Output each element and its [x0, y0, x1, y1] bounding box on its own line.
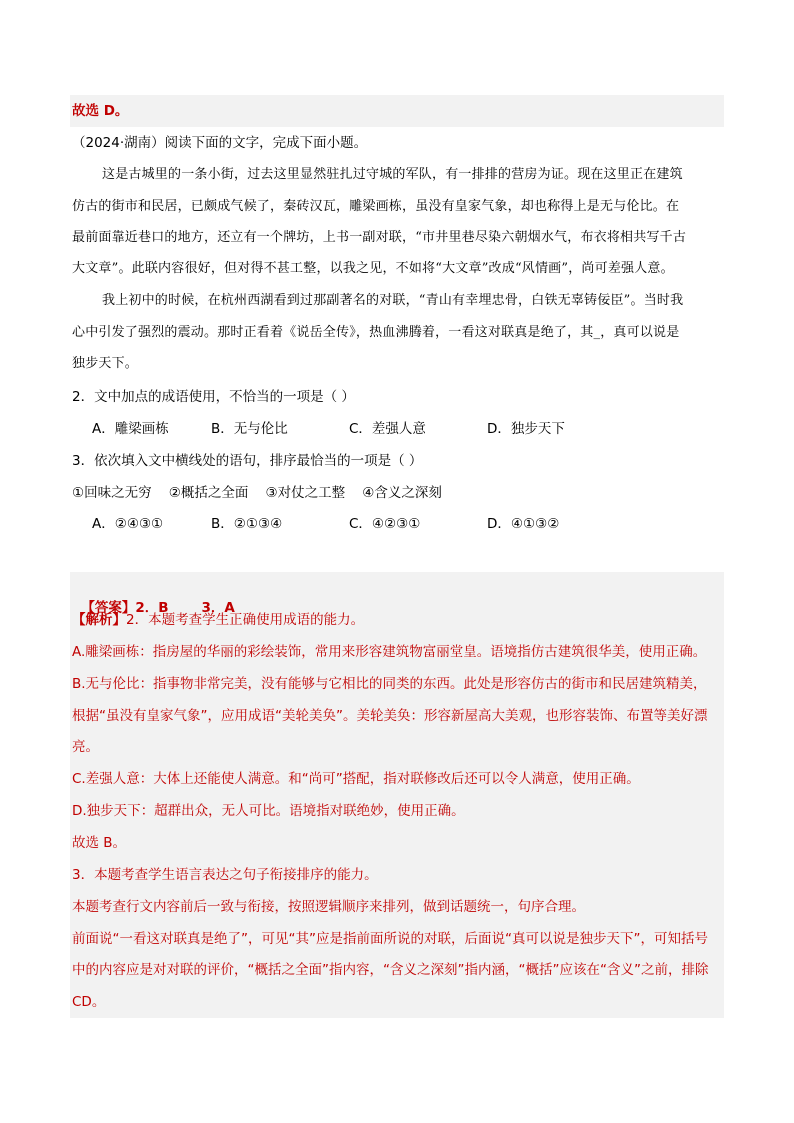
- q3-analysis-line: CD。: [72, 994, 106, 1010]
- item-text: ：超群出众，无人可比。语境指对联绝妙，使用正确。: [140, 803, 465, 819]
- analysis-item-b-cont: 亮。: [72, 739, 99, 755]
- analysis-first: 2．本题考查学生正确使用成语的能力。: [126, 612, 365, 628]
- answer-block: [70, 572, 724, 1018]
- item-head: C.差强人意: [72, 771, 140, 787]
- item-text: ：大体上还能使人满意。和“尚可”搭配，指对联修改后还可以令人满意，使用正确。: [139, 771, 640, 787]
- item-text: ：指房屋的华丽的彩绘装饰，常用来形容建筑物富丽堂皇。语境指仿古建筑很华美，使用正确。: [139, 644, 707, 660]
- analysis-item-a: [72, 642, 706, 662]
- analysis-item-d: [72, 801, 465, 821]
- item-text: ：指事物非常完美，没有能够与它相比的同类的东西。此处是形容仿古的街市和民居建筑精美，: [139, 676, 707, 692]
- question-intro: （2024·湖南）阅读下面的文字，完成下面小题。: [72, 135, 368, 151]
- q3-analysis-line: 本题考查行文内容前后一致与衔接，按照逻辑顺序来排列，做到话题统一，句序合理。: [72, 899, 585, 915]
- q3-items: ①回味之无穷 ②概括之全面 ③对仗之工整 ④含义之深刻: [72, 485, 442, 501]
- q3-option-a: A．②④③①: [92, 516, 164, 532]
- q3-analysis-title: 3．本题考查学生语言表达之句子衔接排序的能力。: [72, 867, 378, 883]
- q2-option-c: C．差强人意: [349, 421, 426, 437]
- analysis-label: 【解析】: [72, 612, 126, 628]
- passage-line: 最前面靠近巷口的地方，还立有一个牌坊，上书一副对联，“市井里巷尽染六朝烟水气，布衣将相共写千古: [72, 230, 687, 245]
- q2-option-a: A．雕梁画栋: [92, 421, 169, 437]
- q3-analysis-line: 中的内容应是对对联的评价，“概括之全面”指内容，“含义之深刻”指内涵，“概括”应该在“含义”之前，排除: [72, 962, 709, 978]
- analysis-item-b-cont: 根据“虽没有皇家气象”，应用成语“美轮美奂”。美轮美奂：形容新屋高大美观，也形容装饰、布置等美好漂: [72, 708, 708, 724]
- question-2: 2．文中加点的成语使用，不恰当的一项是（ ）: [72, 389, 355, 405]
- analysis-line: [72, 610, 364, 630]
- q2-option-d: D．独步天下: [487, 421, 565, 437]
- passage-line: 大文章”。此联内容很好，但对得不甚工整，以我之见，不如将“大文章”改成“风情画”，尚可差强人意。: [72, 261, 674, 276]
- analysis-item-c: [72, 769, 640, 789]
- previous-answer-line: 故选 D。: [72, 103, 129, 119]
- q3-option-c: C．④②③①: [349, 516, 421, 532]
- passage-line: 独步天下。: [72, 356, 139, 371]
- item-head: D.独步天下: [72, 803, 141, 819]
- q3-option-b: B．②①③④: [211, 516, 283, 532]
- previous-answer-block: [70, 95, 724, 127]
- q2-option-b: B．无与伦比: [211, 421, 288, 437]
- question-3: 3．依次填入文中横线处的语句，排序最恰当的一项是（ ）: [72, 453, 423, 469]
- answer-label: 【答案】: [81, 600, 136, 616]
- passage-line: 仿古的街市和民居，已颇成气候了，秦砖汉瓦，雕梁画栋，虽没有皇家气象，却也称得上是无与伦比。在: [72, 199, 680, 214]
- q3-analysis-line: 前面说“一看这对联真是绝了”，可见“其”应是指前面所说的对联，后面说“真可以说是独步天下”，可知括号: [72, 931, 708, 947]
- passage-line: 心中引发了强烈的震动。那时正看着《说岳全传》，热血沸腾着，一看这对联真是绝了，其_，真可以说是: [72, 325, 680, 340]
- passage-line: 我上初中的时候，在杭州西湖看到过那副著名的对联，“青山有幸埋忠骨，白铁无辜铸佞臣”。当时我: [102, 293, 684, 308]
- item-head: A.雕梁画栋: [72, 644, 140, 660]
- item-head: B.无与伦比: [72, 676, 140, 692]
- answer-text: 2．B 3．A: [135, 600, 235, 616]
- q3-option-d: D．④①③②: [487, 516, 560, 532]
- analysis-item-b: [72, 674, 707, 694]
- passage-line: 这是古城里的一条小街，过去这里显然驻扎过守城的军队，有一排排的营房为证。现在这里正在建筑: [102, 167, 683, 182]
- conclusion-2: 故选 B。: [72, 835, 127, 851]
